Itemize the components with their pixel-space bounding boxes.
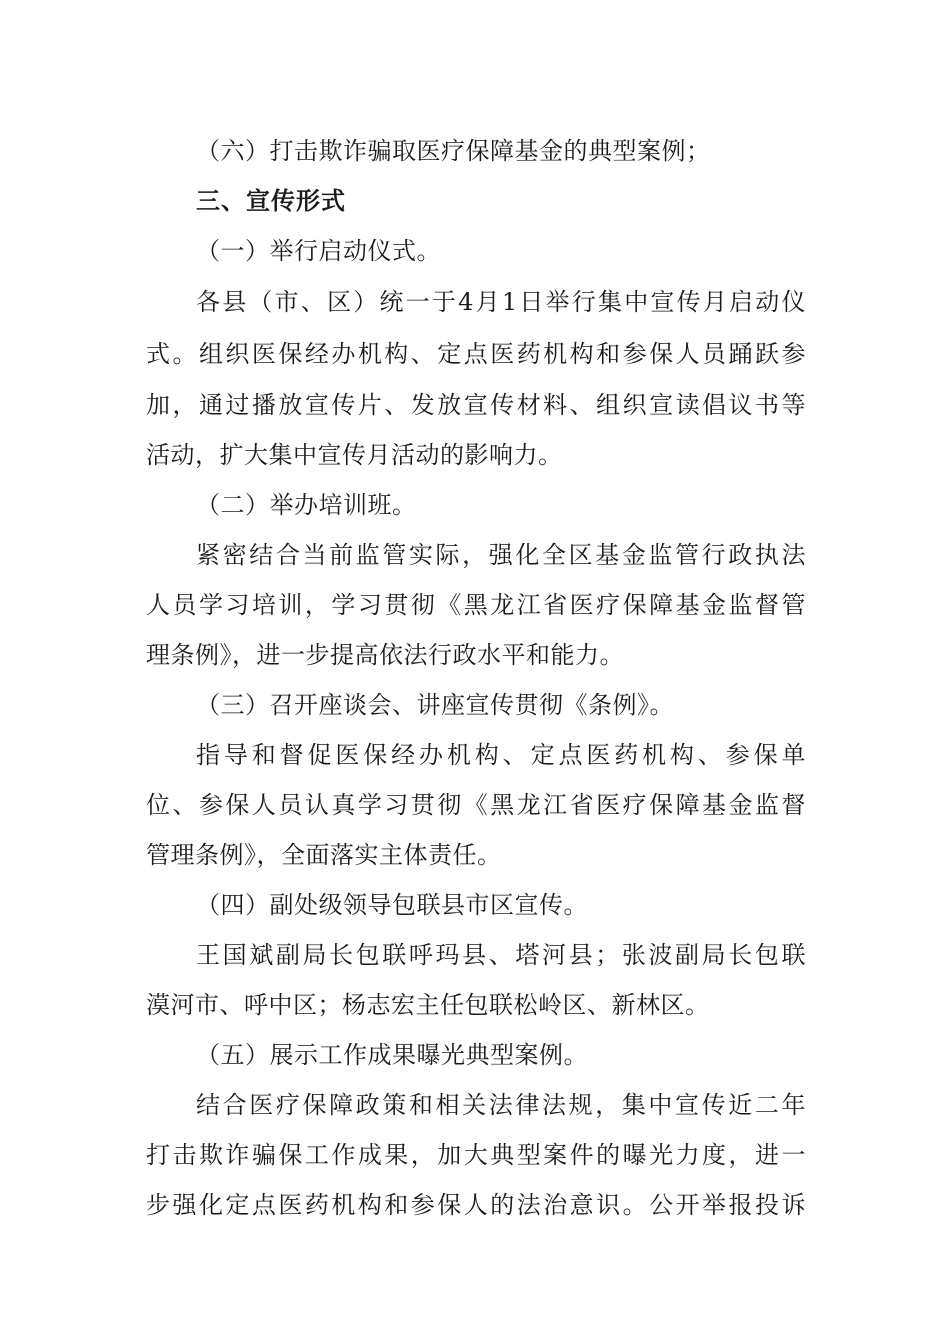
subheading-4: （四）副处级领导包联县市区宣传。 xyxy=(196,891,588,919)
paragraph-line: 活动，扩大集中宣传月活动的影响力。 xyxy=(146,441,563,469)
paragraph-line: 紧密结合当前监管实际，强化全区基金监管行政执法 xyxy=(196,541,806,569)
paragraph-line: 漠河市、呼中区；杨志宏主任包联松岭区、新林区。 xyxy=(146,991,710,1019)
paragraph-line: 管理条例》，全面落实主体责任。 xyxy=(146,841,502,869)
paragraph-line: 人员学习培训，学习贯彻《黑龙江省医疗保障基金监督管 xyxy=(146,591,806,619)
item-six: （六）打击欺诈骗取医疗保障基金的典型案例； xyxy=(196,137,711,165)
paragraph-line: 指导和督促医保经办机构、定点医药机构、参保单 xyxy=(196,741,806,769)
paragraph-line: 步强化定点医药机构和参保人的法治意识。公开举报投诉 xyxy=(146,1191,806,1219)
paragraph-line: 加，通过播放宣传片、发放宣传材料、组织宣读倡议书等 xyxy=(146,391,806,419)
paragraph-line: 式。组织医保经办机构、定点医药机构和参保人员踊跃参 xyxy=(146,340,806,368)
paragraph-line: 打击欺诈骗保工作成果，加大典型案件的曝光力度，进一 xyxy=(146,1141,806,1169)
subheading-3: （三）召开座谈会、讲座宣传贯彻《条例》。 xyxy=(196,691,674,719)
subheading-5: （五）展示工作成果曝光典型案例。 xyxy=(196,1041,588,1069)
section-heading-3: 三、宣传形式 xyxy=(196,187,346,215)
paragraph-line: 位、参保人员认真学习贯彻《黑龙江省医疗保障基金监督 xyxy=(146,791,806,819)
paragraph-line: 结合医疗保障政策和相关法律法规，集中宣传近二年 xyxy=(196,1091,806,1119)
subheading-2: （二）举办培训班。 xyxy=(196,491,417,519)
paragraph-line: 各县（市、区）统一于4月1日举行集中宣传月启动仪 xyxy=(196,288,806,316)
subheading-1: （一）举行启动仪式。 xyxy=(196,237,441,265)
paragraph-line: 王国斌副局长包联呼玛县、塔河县；张波副局长包联 xyxy=(196,941,806,969)
paragraph-line: 理条例》，进一步提高依法行政水平和能力。 xyxy=(146,641,624,669)
